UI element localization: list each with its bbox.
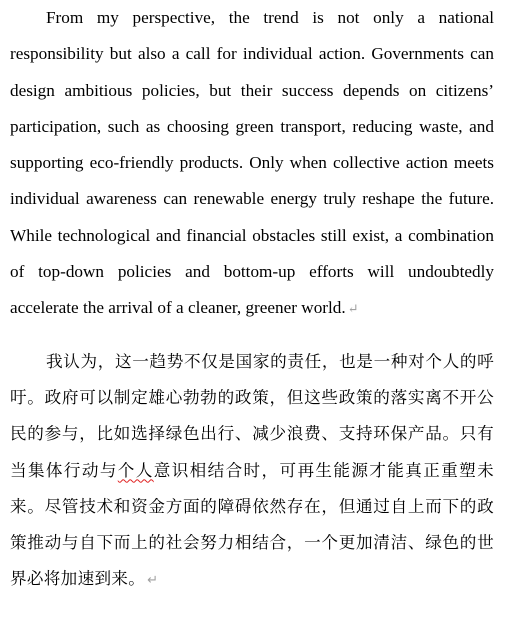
english-paragraph-text: From my perspective, the trend is not only a national responsibility but also a call for individual action. Governments can design ambitious policies, but their success depends on citizens’ participation, such as choosing green transport, reducing waste, and supporting eco-friendly products. Only when collective action meets individual awareness can renewable energy truly reshape the future. While technological and financial obstacles still exist, a combination of top-down policies and bottom-up efforts will undoubtedly accelerate the arrival of a cleaner, greener world.	[10, 8, 494, 318]
document-page	[10, 0, 494, 600]
paragraph-mark-icon: ↵	[347, 301, 359, 317]
english-paragraph	[10, 0, 494, 328]
spellcheck-marked-word[interactable]: 个人	[117, 460, 154, 480]
chinese-paragraph-text-2: 意识相结合时，可再生能源才能真正重塑未来。尽管技术和资金方面的障碍依然存在，但通过自上而下的政策推动与自下而上的社会努力相结合，一个更加清洁、绿色的世界必将加速到来。	[10, 460, 494, 589]
paragraph-mark-icon: ↵	[147, 573, 159, 589]
chinese-paragraph	[10, 344, 494, 600]
chinese-paragraph-text-1: 我认为，这一趋势不仅是国家的责任，也是一种对个人的呼吁。政府可以制定雄心勃勃的政策，但这些政策的落实离不开公民的参与，比如选择绿色出行、减少浪费、支持环保产品。只有当集体行动与	[10, 351, 494, 480]
